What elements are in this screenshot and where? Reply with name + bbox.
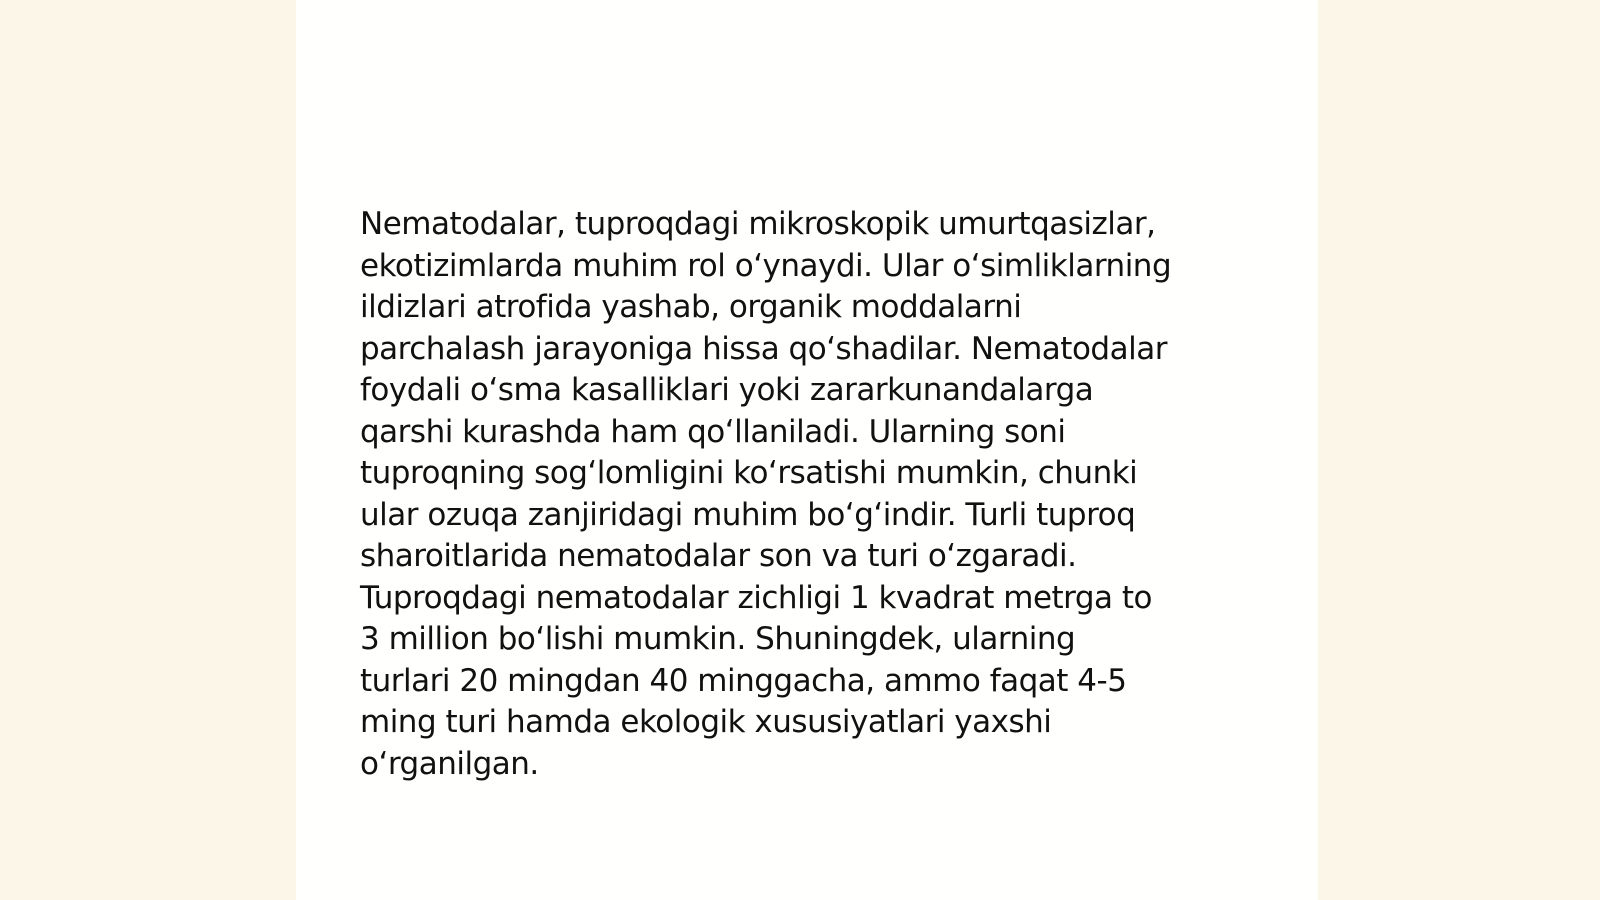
document-page	[296, 0, 1318, 900]
body-paragraph: Nematodalar, tuproqdagi mikroskopik umurtqasizlar, ekotizimlarda muhim rol oʻynaydi. Ular oʻsimliklarning ildizlari atrofida yashab, organik moddalarni parchalash jarayoniga hissa qoʻshadilar. Nematodalar foydali oʻsma kasalliklari yoki zararkunandalarga qarshi kurashda ham qoʻllaniladi. Ularning soni tuproqning sogʻlomligini koʻrsatishi mumkin, chunki ular ozuqa zanjiridagi muhim boʻgʻindir. Turli tuproq sharoitlarida nematodalar son va turi oʻzgaradi. Tuproqdagi nematodalar zichligi 1 kvadrat metrga to 3 million boʻlishi mumkin. Shuningdek, ularning turlari 20 mingdan 40 minggacha, ammo faqat 4-5 ming turi hamda ekologik xususiyatlari yaxshi oʻrganilgan.	[360, 206, 1172, 782]
